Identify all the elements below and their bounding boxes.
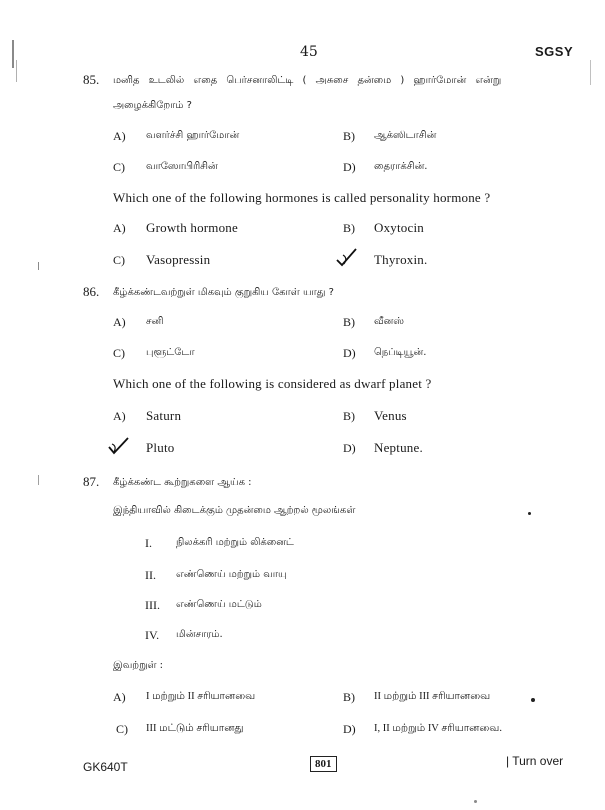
handwritten-tick-mark-icon	[106, 434, 132, 458]
option-letter-a: A)	[113, 221, 126, 235]
q85-english-option-b: Oxytocin	[374, 220, 424, 235]
q86-tamil-option-d: நெப்டியூன்.	[374, 347, 427, 358]
option-letter-a: A)	[113, 129, 126, 143]
statement-roman: II.	[145, 568, 156, 582]
scan-mark	[474, 800, 477, 803]
q86-english-option-d: Neptune.	[374, 440, 423, 455]
q87-option-a: I மற்றும் II சரியானவை	[146, 691, 256, 702]
statement-roman: IV.	[145, 628, 160, 642]
scan-mark	[590, 60, 591, 85]
option-letter-b: B)	[343, 315, 355, 329]
q85-tamil-option-c: வாஸோபிரிசின்	[146, 161, 218, 172]
statement-roman: III.	[145, 598, 160, 612]
q85-english-option-c: Vasopressin	[146, 252, 211, 267]
statement-text: நிலக்கரி மற்றும் லிக்னைட்	[176, 537, 294, 548]
option-letter-d: D)	[343, 722, 356, 736]
option-letter-b: B)	[343, 409, 355, 423]
scan-mark	[38, 262, 39, 270]
q87-option-d: I, II மற்றும் IV சரியானவை.	[374, 723, 502, 734]
q86-tamil-option-a: சனி	[146, 316, 164, 327]
page-number: 45	[300, 44, 318, 60]
scan-mark	[12, 40, 14, 68]
handwritten-tick-mark-icon	[334, 246, 360, 270]
option-letter-c: C)	[113, 346, 125, 360]
option-letter-d: D)	[343, 160, 356, 174]
q85-tamil-option-a: வளர்ச்சி ஹார்மோன்	[146, 130, 240, 141]
series-code: SGSY	[535, 44, 574, 59]
q86-tamil-option-b: வீனஸ்	[374, 316, 405, 327]
question-86-tamil: கீழ்க்கண்டவற்றுள் மிகவும் குறுகிய கோள் யாது ?	[113, 287, 334, 298]
ink-dot	[531, 698, 535, 702]
question-87-number: 87.	[83, 474, 100, 489]
series-box: 801	[310, 756, 337, 772]
option-letter-b: B)	[343, 690, 355, 704]
option-letter-c: C)	[113, 253, 125, 267]
question-86-english: Which one of the following is considered as dwarf planet ?	[113, 376, 432, 391]
option-letter-c: C)	[116, 722, 128, 736]
question-85-tamil-line1: மனித உடலில் எதை பெர்சனாலிட்டி ( அசுசை தன்மை ) ஹார்மோன் என்று	[113, 75, 502, 86]
q85-english-option-d: Thyroxin.	[374, 252, 428, 267]
booklet-code: GK640T	[83, 760, 128, 774]
option-letter-b: B)	[343, 129, 355, 143]
option-letter-d: D)	[343, 346, 356, 360]
question-85-english: Which one of the following hormones is called personality hormone ?	[113, 190, 491, 205]
q87-option-c: III மட்டும் சரியானது	[146, 723, 244, 734]
q85-tamil-option-b: ஆக்ஸிடாசின்	[374, 130, 437, 141]
among-these-label: இவற்றுள் :	[113, 660, 164, 671]
option-letter-a: A)	[113, 315, 126, 329]
q86-english-option-a: Saturn	[146, 408, 182, 423]
question-87-tamil-line2: இந்தியாவில் கிடைக்கும் முதன்மை ஆற்றல் மூலங்கள்	[113, 505, 356, 516]
scan-mark	[16, 60, 17, 82]
option-letter-a: A)	[113, 409, 126, 423]
q85-tamil-option-d: தைராக்சின்.	[374, 161, 428, 172]
q86-english-option-b: Venus	[374, 408, 407, 423]
q86-english-option-c: Pluto	[146, 440, 175, 455]
ink-dot	[528, 512, 531, 515]
q87-option-b: II மற்றும் III சரியானவை	[374, 691, 491, 702]
q85-english-option-a: Growth hormone	[146, 220, 238, 235]
option-letter-d: D)	[343, 441, 356, 455]
scan-mark	[38, 475, 39, 485]
statement-text: எண்ணெய் மற்றும் வாயு	[176, 569, 287, 580]
statement-roman: I.	[145, 536, 152, 550]
option-letter-b: B)	[343, 221, 355, 235]
question-86-number: 86.	[83, 284, 100, 299]
option-letter-c: C)	[113, 160, 125, 174]
statement-text: மின்சாரம்.	[176, 629, 223, 640]
q86-tamil-option-c: புளூட்டோ	[146, 347, 195, 358]
question-85-number: 85.	[83, 72, 100, 87]
question-87-tamil-line1: கீழ்க்கண்ட கூற்றுகளை ஆய்க :	[113, 477, 252, 488]
turn-over-label: | Turn over	[506, 754, 564, 768]
statement-text: எண்ணெய் மட்டும்	[176, 599, 262, 610]
question-85-tamil-line2: அழைக்கிறோம் ?	[113, 100, 192, 111]
option-letter-a: A)	[113, 690, 126, 704]
